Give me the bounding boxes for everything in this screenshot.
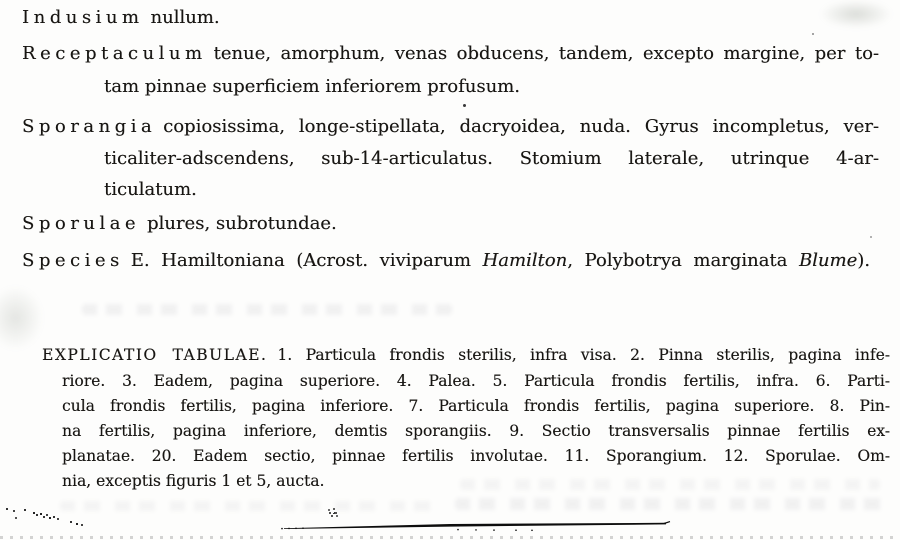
scan-edge-noise <box>0 536 900 539</box>
paragraph-text: copiosissima, longe-stipellata, dacryoidea, nuda. Gyrus incompletus, ver- <box>163 116 879 137</box>
paragraph-text: plures, subrotundae. <box>147 213 337 234</box>
speckle-cluster <box>0 495 2 497</box>
explicatio-line4: na fertilis, pagina inferiore, demtis sporangiis. 9. Sectio transversalis pinnae fertilis ex- <box>62 422 890 440</box>
explicatio-line2: riore. 3. Eadem, pagina superiore. 4. Palea. 5. Particula frondis fertilis, infra. 6. Parti- <box>62 372 890 390</box>
paragraph-species <box>22 249 870 273</box>
paragraph-indusium <box>22 6 220 30</box>
explicatio-text: 1. Particula frondis sterilis, infra visa. 2. Pinna sterilis, pagina infe- <box>277 346 890 364</box>
author-name-blume: Blume <box>798 250 858 271</box>
explicatio-line5: planatae. 20. Eadem sectio, pinnae fertilis involutae. 11. Sporangium. 12. Sporulae. Om- <box>62 447 890 465</box>
headword-sporulae: Sporulae <box>22 213 141 234</box>
author-name-hamilton: Hamilton <box>482 250 568 271</box>
explicatio-line3: cula frondis fertilis, pagina inferiore. 7. Particula frondis fertilis, pagina superiore. 8. Pin- <box>62 397 890 415</box>
species-text-mid: , Polybotrya marginata <box>567 250 799 271</box>
headword-receptaculum: Receptaculum <box>22 43 207 64</box>
paragraph-text: nullum. <box>150 7 220 28</box>
explicatio-line6: nia, exceptis figuris 1 et 5, aucta. <box>62 472 325 490</box>
paragraph-sporangia-line1 <box>22 115 879 139</box>
ghost-bleedthrough <box>60 501 440 511</box>
paragraph-receptaculum-line1 <box>22 42 879 66</box>
explicatio-line1 <box>42 345 890 366</box>
species-text-post: ). <box>857 250 870 271</box>
ghost-bleedthrough <box>460 479 880 490</box>
species-text-pre: E. Hamiltoniana (Acrost. viviparum <box>130 250 483 271</box>
paragraph-sporangia-line2: ticaliter-adscendens, sub-14-articulatus. Stomium laterale, utrinque 4-ar- <box>104 148 879 169</box>
headword-species: Species <box>22 250 124 271</box>
paragraph-receptaculum-line2: tam pinnae superficiem inferiorem profusum. <box>104 76 520 97</box>
ghost-blotch <box>0 286 43 350</box>
paragraph-text: tenue, amorphum, venas obducens, tandem, excepto margine, per to- <box>213 43 879 64</box>
ghost-blotch <box>820 0 892 28</box>
smudge <box>332 511 334 513</box>
ghost-bleedthrough <box>82 304 452 315</box>
headword-indusium: Indusium <box>22 7 144 28</box>
stray-speck <box>812 33 814 35</box>
stray-speck <box>463 104 466 107</box>
headword-sporangia: Sporangia <box>22 116 157 137</box>
paragraph-sporangia-line3: ticulatum. <box>104 179 197 200</box>
paragraph-sporulae <box>22 212 337 236</box>
ink-rule <box>280 518 680 536</box>
stray-speck <box>870 236 872 238</box>
ghost-bleedthrough <box>455 498 885 510</box>
explicatio-heading: EXPLICATIO TABULAE. <box>42 346 268 364</box>
